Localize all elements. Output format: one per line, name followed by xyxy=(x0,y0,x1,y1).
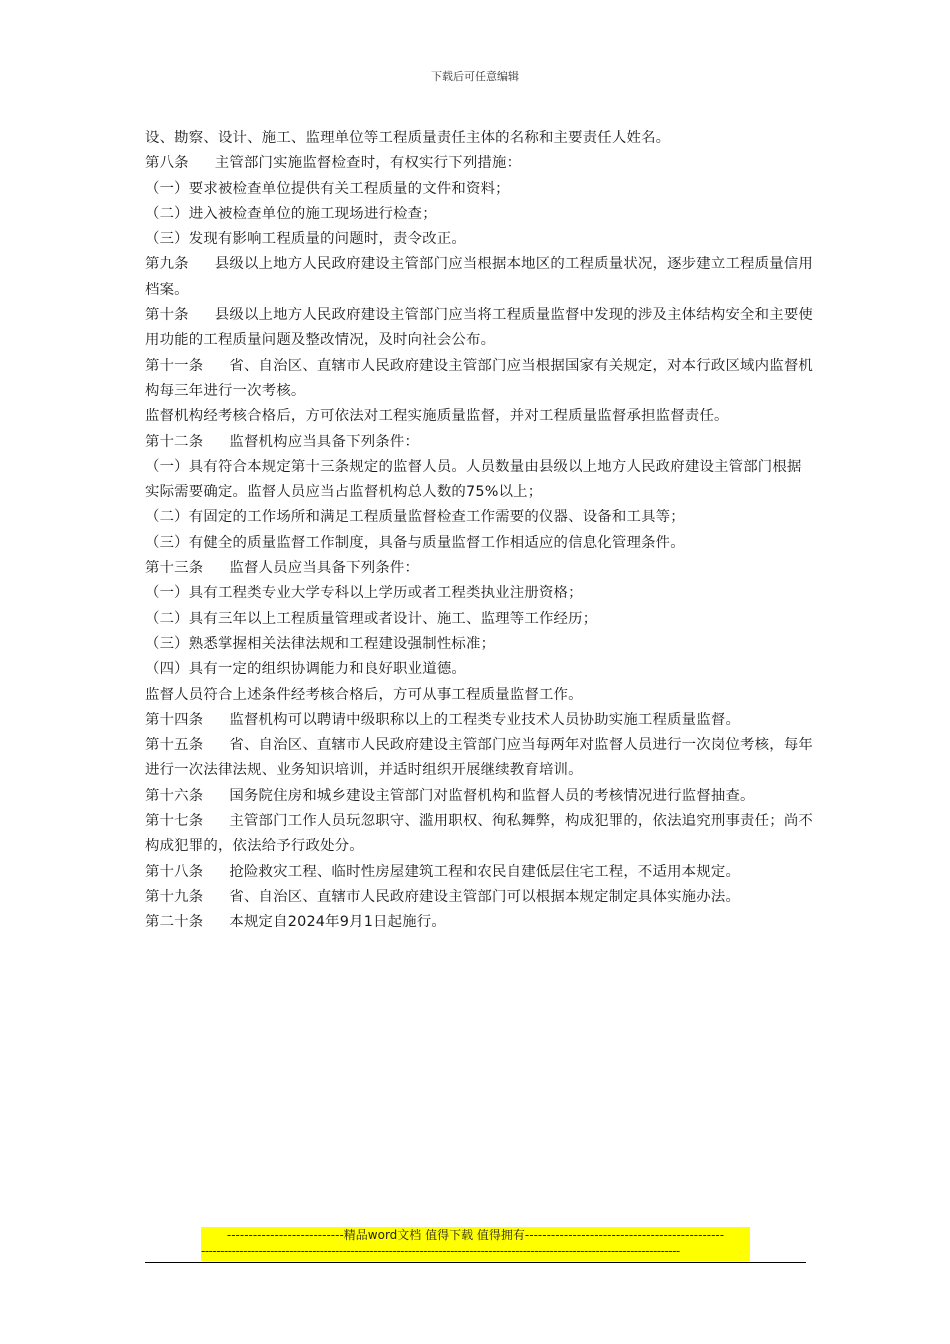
article-paragraph xyxy=(145,202,813,227)
article-text: （三）发现有影响工程质量的问题时，责令改正。 xyxy=(145,231,466,248)
article-number: 第十六条 xyxy=(145,787,204,804)
article-number: 第十七条 xyxy=(145,813,204,830)
article-text: （三）有健全的质量监督工作制度，具备与质量监督工作相适应的信息化管理条件。 xyxy=(145,534,685,551)
article-paragraph xyxy=(145,581,813,606)
article-number: 第十二条 xyxy=(145,433,204,450)
article-paragraph xyxy=(145,227,813,252)
article-paragraph xyxy=(145,910,813,935)
article-text: （一）具有符合本规定第十三条规定的监督人员。人员数量由县级以上地方人民政府建设主管部门根据实际需要确定。监督人员应当占监督机构总人数的75%以上； xyxy=(145,458,802,501)
article-text: 省、自治区、直辖市人民政府建设主管部门应当每两年对监督人员进行一次岗位考核，每年进行一次法律法规、业务知识培训，并适时组织开展继续教育培训。 xyxy=(145,737,814,779)
article-text: （一）具有工程类专业大学专科以上学历或者工程类执业注册资格； xyxy=(145,585,583,602)
article-text: 监督机构经考核合格后，方可依法对工程实施质量监督，并对工程质量监督承担监督责任。 xyxy=(145,408,729,425)
article-text: 国务院住房和城乡建设主管部门对监督机构和监督人员的考核情况进行监督抽查。 xyxy=(229,787,755,804)
article-number: 第十条 xyxy=(145,307,189,324)
article-text: （二）进入被检查单位的施工现场进行检查； xyxy=(145,205,437,222)
article-paragraph xyxy=(145,556,813,581)
article-number: 第十四条 xyxy=(145,711,204,728)
article-text: （二）有固定的工作场所和满足工程质量监督检查工作需要的仪器、设备和工具等； xyxy=(145,509,685,526)
article-number: 第十一条 xyxy=(145,357,204,374)
article-text: 监督机构可以聘请中级职称以上的工程类专业技术人员协助实施工程质量监督。 xyxy=(229,711,741,728)
article-paragraph xyxy=(145,354,813,405)
article-text: 县级以上地方人民政府建设主管部门应当根据本地区的工程质量状况，逐步建立工程质量信用档案。 xyxy=(145,256,813,298)
article-paragraph xyxy=(145,607,813,632)
article-paragraph xyxy=(145,303,813,354)
article-paragraph xyxy=(145,404,813,429)
page-header: 下载后可任意编辑 xyxy=(431,70,519,83)
article-paragraph xyxy=(145,784,813,809)
article-paragraph xyxy=(145,733,813,784)
article-paragraph xyxy=(145,151,813,176)
footer-rule xyxy=(145,1262,806,1263)
article-text: 监督人员符合上述条件经考核合格后，方可从事工程质量监督工作。 xyxy=(145,686,583,703)
article-number: 第九条 xyxy=(145,256,189,273)
article-text: 本规定自2024年9月1日起施行。 xyxy=(229,914,447,931)
article-paragraph xyxy=(145,531,813,556)
article-text: （二）具有三年以上工程质量管理或者设计、施工、监理等工作经历； xyxy=(145,610,598,627)
article-text: 主管部门实施监督检查时，有权实行下列措施： xyxy=(214,155,522,172)
article-number: 第十八条 xyxy=(145,863,204,880)
document-body xyxy=(145,126,813,936)
article-paragraph xyxy=(145,430,813,455)
article-paragraph xyxy=(145,505,813,530)
article-text: 县级以上地方人民政府建设主管部门应当将工程质量监督中发现的涉及主体结构安全和主要使用功能的工程质量问题及整改情况，及时向社会公布。 xyxy=(145,307,813,349)
footer-banner-dashes: ----------------------------------------------------------------------------------------------------------------------------- xyxy=(201,1244,680,1258)
article-paragraph xyxy=(145,252,813,303)
article-text: 省、自治区、直辖市人民政府建设主管部门可以根据本规定制定具体实施办法。 xyxy=(229,888,741,905)
article-number: 第十九条 xyxy=(145,888,204,905)
article-paragraph xyxy=(145,126,813,151)
article-paragraph xyxy=(145,632,813,657)
footer-banner-text: ---------------------------精品word文档 值得下载 值得拥有---------------------------------------------- xyxy=(226,1228,725,1242)
article-number: 第八条 xyxy=(145,155,189,172)
article-paragraph xyxy=(145,177,813,202)
footer-banner xyxy=(201,1227,750,1261)
article-text: 监督人员应当具备下列条件： xyxy=(229,560,420,577)
article-text: 省、自治区、直辖市人民政府建设主管部门应当根据国家有关规定，对本行政区域内监督机构每三年进行一次考核。 xyxy=(145,357,814,399)
article-paragraph xyxy=(145,809,813,860)
article-text: （四）具有一定的组织协调能力和良好职业道德。 xyxy=(145,661,466,678)
article-text: 主管部门工作人员玩忽职守、滥用职权、徇私舞弊，构成犯罪的，依法追究刑事责任；尚不构成犯罪的，依法给予行政处分。 xyxy=(145,813,814,855)
article-text: 监督机构应当具备下列条件： xyxy=(229,433,420,450)
article-text: （一）要求被检查单位提供有关工程质量的文件和资料； xyxy=(145,180,510,197)
article-paragraph xyxy=(145,708,813,733)
article-text: 抢险救灾工程、临时性房屋建筑工程和农民自建低层住宅工程，不适用本规定。 xyxy=(229,863,741,880)
article-text: （三）熟悉掌握相关法律法规和工程建设强制性标准； xyxy=(145,635,496,652)
article-paragraph xyxy=(145,657,813,682)
article-paragraph xyxy=(145,885,813,910)
article-number: 第十五条 xyxy=(145,737,204,754)
article-paragraph xyxy=(145,860,813,885)
article-number: 第二十条 xyxy=(145,914,204,931)
article-text: 设、勘察、设计、施工、监理单位等工程质量责任主体的名称和主要责任人姓名。 xyxy=(145,130,671,146)
article-paragraph xyxy=(145,683,813,708)
article-number: 第十三条 xyxy=(145,560,204,577)
article-paragraph xyxy=(145,455,813,506)
